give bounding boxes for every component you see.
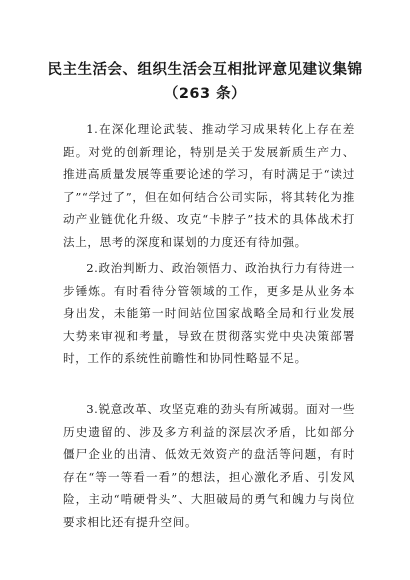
document-subtitle-count: （263 条）: [163, 86, 247, 102]
paragraph-2: 2.政治判断力、政治领悟力、政治执行力有待进一步锤炼。有时看待分管领域的工作，更多是从业务本身出发，未能第一时间站位国家战略全局和行业发展大势来审视和考量，导致在贯彻落实党中央决策部署时，工作的系统性前瞻性和协同性略显不足。: [63, 261, 355, 366]
document-title: 民主生活会、组织生活会互相批评意见建议集锦: [47, 62, 363, 78]
paragraph-1: 1.在深化理论武装、推动学习成果转化上存在差距。对党的创新理论，特别是关于发展新质生产力、推进高质量发展等重要论述的学习，有时满足于“读过了”“学过了”，但在如何结合公司实际，将其转化为推动产业链优化升级、攻克“卡脖子”技术的具体战术打法上，思考的深度和谋划的力度还有待加强。: [63, 122, 355, 249]
paragraph-3: 3.锐意改革、攻坚克难的劲头有所减弱。面对一些历史遗留的、涉及多方利益的深层次矛盾，比如部分僵尸企业的出清、低效无效资产的盘活等问题，有时存在“等一等看一看”的想法，担心激化矛盾、引发风险，主动“啃硬骨头”、大胆破局的勇气和魄力与岗位要求相比还有提升空间。: [63, 402, 355, 529]
